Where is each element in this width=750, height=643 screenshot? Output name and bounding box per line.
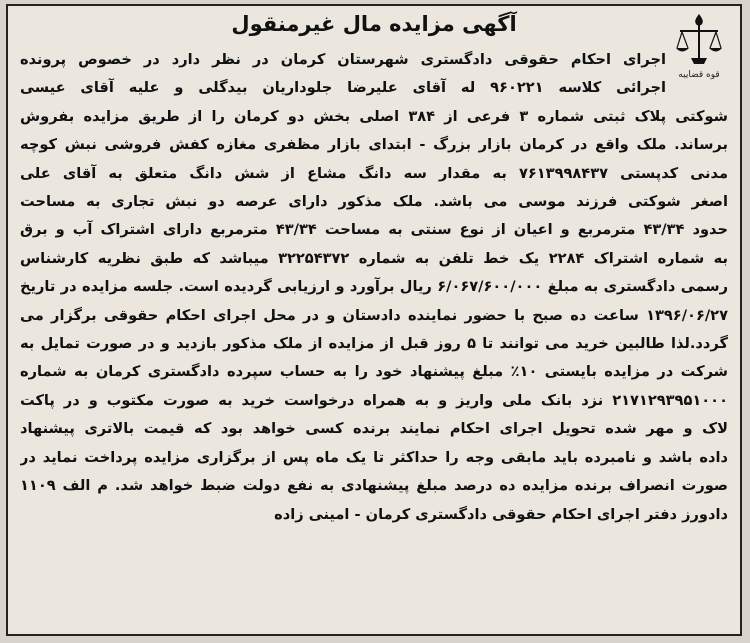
notice-line: اجرای احکام حقوقی دادگستری شهرستان کرمان در نظر دارد در خصوص پرونده (20, 51, 666, 68)
notice-line: به شماره اشتراک ۲۲۸۴ یک خط تلفن به شماره ۳۲۲۵۴۳۷۲ میباشد که طبق نظریه کارشناس (20, 249, 728, 267)
notice-line: ۲۱۷۱۲۹۳۹۵۱۰۰۰ نزد بانک ملی واریز و به همراه درخواست خرید به صورت مکتوب و در پاکت (20, 391, 728, 409)
notice-signature: دادورز دفتر اجرای احکام حقوقی دادگستری کرمان - امینی زاده (274, 505, 728, 523)
emblem-caption: قوه قضاییه (678, 70, 720, 80)
judiciary-emblem-icon (674, 12, 724, 74)
notice-frame (6, 4, 742, 636)
notice-line: گردد.لذا طالبین خرید می توانند تا ۵ روز قبل از مزایده از ملک مذکور بازدید و در صورت تمایل به (20, 335, 728, 353)
notice-line: داده باشد و نامبرده باید مابقی وجه را حداکثر تا یک ماه پس از برگزاری مزایده پرداخت نماید در (20, 448, 728, 466)
notice-line: لاک و مهر شده تحویل اجرای احکام نمایند برنده کسی خواهد بود که قیمت بالاتری پیشنهاد (20, 420, 728, 438)
notice-line: شوکتی پلاک ثبتی شماره ۳ فرعی از ۳۸۴ اصلی بخش دو کرمان را از طریق مزایده بفروش (20, 107, 728, 125)
notice-line: اصغر شوکتی فرزند موسی می باشد. ملک مذکور دارای عرصه دو نبش تجاری به مساحت (20, 193, 728, 211)
notice-line: شرکت در مزایده بایستی ۱۰٪ مبلغ پیشنهاد خود را به حساب سپرده دادگستری کرمان به شماره (20, 363, 728, 381)
notice-line: اجرائی کلاسه ۹۶۰۲۲۱ له آقای علیرضا جلوداریان بیدگلی و علیه آقای عیسی (20, 79, 666, 97)
notice-title: آگهی مزایده مال غیرمنقول (231, 12, 517, 36)
notice-line: ۱۳۹۶/۰۶/۲۷ ساعت ده صبح با حضور نماینده دادستان و در محل اجرای احکام حقوقی برگزار می (20, 306, 728, 324)
notice-line: رسمی دادگستری به مبلغ ۶/۰۶۷/۶۰۰/۰۰۰ ریال برآورد و ارزیابی گردیده است. جلسه مزایده در تاریخ (20, 278, 728, 296)
notice-line: مدنی کدپستی ۷۶۱۳۹۹۸۴۳۷ به مقدار سه دانگ مشاع از شش دانگ متعلق به آقای علی (20, 164, 728, 182)
notice-line: برساند. ملک واقع در کرمان بازار بزرگ - ابتدای بازار مظفری مغازه کفش فروشی نبش کوچه (20, 136, 728, 154)
notice-line: حدود ۴۳/۳۴ مترمربع و اعیان از نوع سنتی به مساحت ۴۳/۳۴ مترمربع دارای اشتراک آب و برق (20, 221, 728, 239)
notice-line: صورت انصراف برنده مزایده ده درصد مبلغ پیشنهادی به نفع دولت ضبط خواهد شد. م الف ۱۱۰۹ (20, 477, 728, 495)
